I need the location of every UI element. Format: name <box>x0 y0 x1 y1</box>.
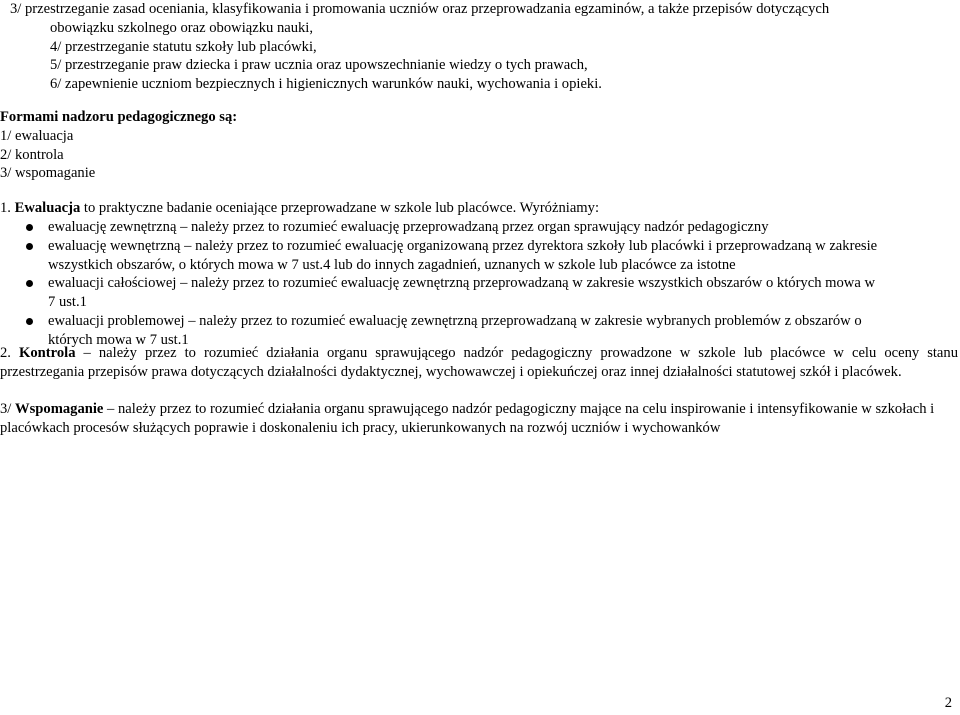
page-number: 2 <box>944 695 952 711</box>
control-term: Kontrola <box>19 345 76 361</box>
support-number: 3/ <box>0 401 12 417</box>
forms-item: 2/ kontrola <box>0 146 64 163</box>
bullet-line: ewaluacji problemowej – należy przez to rozumieć ewaluację zewnętrzną przeprowadzaną w zakresie wybranych problemów z obszarów o <box>48 312 862 329</box>
bullet-line: ewaluację zewnętrzną – należy przez to rozumieć ewaluację przeprowadzaną przez organ sprawujący nadzór pedagogiczny <box>48 219 769 235</box>
intro-line: obowiązku szkolnego oraz obowiązku nauki, <box>50 19 314 36</box>
control-number: 2. <box>0 345 11 361</box>
bullet-dot-icon <box>26 280 33 287</box>
control-text: – należy przez to rozumieć działania organu sprawującego nadzór pedagogiczny prowadzone w szkole lub placówce w celu oceny stanu przestrzegania przepisów prawa dotyczących działalności dydaktycznej, wychowawczej i opiekuńczej oraz innej działalności statutowej szkół i placówek. <box>0 345 959 380</box>
intro-list <box>10 0 829 94</box>
support-term: Wspomaganie <box>15 401 104 417</box>
intro-line: 6/ zapewnienie uczniom bezpiecznych i higienicznych warunków nauki, wychowania i opieki. <box>50 76 602 93</box>
bullet-dot-icon <box>26 318 33 325</box>
evaluation-text: to praktyczne badanie oceniające przeprowadzane w szkole lub placówce. Wyróżniamy: <box>80 200 599 216</box>
support-text: – należy przez to rozumieć działania organu sprawującego nadzór pedagogiczny mające na celu inspirowanie i intensyfikowanie w szkołach i placówkach procesów służących poprawie i doskonaleniu ich pracy, ukierunkowanych na rozwój uczniów i wychowanków <box>0 401 935 436</box>
bullet-dot-icon <box>26 243 33 250</box>
evaluation-bullet-list <box>26 218 956 350</box>
intro-line: 4/ przestrzeganie statutu szkoły lub placówki, <box>50 38 317 55</box>
control-paragraph <box>0 344 958 382</box>
evaluation-number: 1. <box>0 200 11 216</box>
bullet-line: których mowa w 7 ust.1 <box>48 331 189 348</box>
bullet-line: ewaluację wewnętrzną – należy przez to rozumieć ewaluację organizowaną przez dyrektora szkoły lub placówki i przeprowadzaną w zakresie <box>48 237 878 254</box>
bullet-dot-icon <box>26 224 33 231</box>
bullet-line: ewaluacji całościowej – należy przez to rozumieć ewaluację zewnętrzną przeprowadzaną w zakresie wszystkich obszarów o których mowa w <box>48 275 875 292</box>
support-paragraph <box>0 400 955 438</box>
bullet-item <box>26 237 956 275</box>
bullet-item <box>26 274 956 312</box>
evaluation-paragraph <box>0 199 599 218</box>
forms-section <box>0 108 237 183</box>
forms-item: 3/ wspomaganie <box>0 165 96 182</box>
forms-heading: Formami nadzoru pedagogicznego są: <box>0 109 238 125</box>
intro-line: 5/ przestrzeganie praw dziecka i praw ucznia oraz upowszechnianie wiedzy o tych prawach, <box>50 57 588 74</box>
bullet-line: wszystkich obszarów, o których mowa w 7 ust.4 lub do innych zagadnień, uznanych w szkole lub placówce za istotne <box>48 256 736 273</box>
intro-line: 3/ przestrzeganie zasad oceniania, klasyfikowania i promowania uczniów oraz przeprowadzania egzaminów, a także przepisów dotyczących <box>10 1 830 17</box>
bullet-line: 7 ust.1 <box>48 294 87 311</box>
bullet-item <box>26 218 956 237</box>
evaluation-term: Ewaluacja <box>14 200 81 216</box>
forms-item: 1/ ewaluacja <box>0 127 74 144</box>
